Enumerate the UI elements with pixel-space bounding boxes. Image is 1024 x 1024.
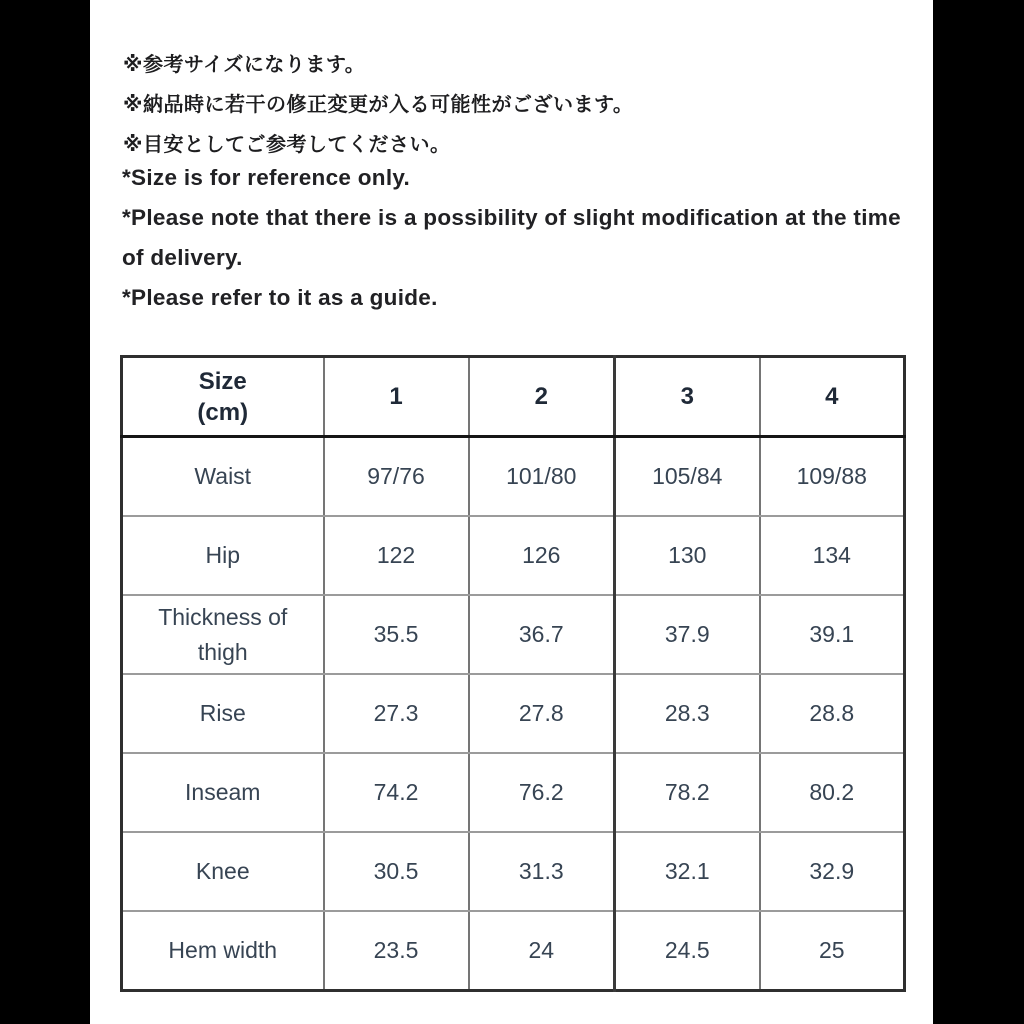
table-row-rise bbox=[122, 674, 905, 753]
table-row-hem-width bbox=[122, 911, 905, 991]
value-cell: 24.5 bbox=[615, 911, 760, 991]
header-size-label: Size bbox=[198, 367, 247, 395]
value-cell: 39.1 bbox=[760, 595, 905, 674]
value-cell: 28.3 bbox=[615, 674, 760, 753]
header-size-2: 2 bbox=[469, 357, 615, 437]
value-cell: 35.5 bbox=[324, 595, 469, 674]
row-label-thigh: Thickness of thigh bbox=[122, 595, 324, 674]
table-row-inseam bbox=[122, 753, 905, 832]
row-label-waist: Waist bbox=[122, 437, 324, 517]
value-cell: 97/76 bbox=[324, 437, 469, 517]
value-cell: 122 bbox=[324, 516, 469, 595]
row-label-rise: Rise bbox=[122, 674, 324, 753]
value-cell: 23.5 bbox=[324, 911, 469, 991]
value-cell: 78.2 bbox=[615, 753, 760, 832]
table-row-thigh bbox=[122, 595, 905, 674]
header-size-4: 4 bbox=[760, 357, 905, 437]
value-cell: 27.8 bbox=[469, 674, 615, 753]
right-black-bar bbox=[933, 0, 1024, 1024]
value-cell: 76.2 bbox=[469, 753, 615, 832]
table-row-waist bbox=[122, 437, 905, 517]
value-cell: 30.5 bbox=[324, 832, 469, 911]
value-cell: 109/88 bbox=[760, 437, 905, 517]
value-cell: 74.2 bbox=[324, 753, 469, 832]
size-chart-table bbox=[120, 355, 906, 992]
japanese-notes bbox=[123, 45, 633, 165]
value-cell: 32.9 bbox=[760, 832, 905, 911]
value-cell: 130 bbox=[615, 516, 760, 595]
jp-note-reference-size: ※参考サイズになります。 bbox=[123, 54, 366, 76]
row-label-inseam: Inseam bbox=[122, 753, 324, 832]
value-cell: 31.3 bbox=[469, 832, 615, 911]
row-label-hem-width: Hem width bbox=[122, 911, 324, 991]
header-cm-label: (cm) bbox=[197, 398, 249, 426]
en-note-guide: *Please refer to it as a guide. bbox=[122, 285, 438, 310]
value-cell: 28.8 bbox=[760, 674, 905, 753]
en-note-reference-size: *Size is for reference only. bbox=[122, 165, 411, 190]
value-cell: 101/80 bbox=[469, 437, 615, 517]
jp-note-guide: ※目安としてご参考してください。 bbox=[123, 134, 451, 156]
table-row-hip bbox=[122, 516, 905, 595]
table-row-knee bbox=[122, 832, 905, 911]
left-black-bar bbox=[0, 0, 90, 1024]
en-note-modification: *Please note that there is a possibility of slight modification at the time of delivery. bbox=[122, 205, 901, 270]
jp-note-modification: ※納品時に若干の修正変更が入る可能性がございます。 bbox=[123, 94, 634, 116]
value-cell: 25 bbox=[760, 911, 905, 991]
english-notes bbox=[122, 158, 912, 318]
value-cell: 37.9 bbox=[615, 595, 760, 674]
header-size-cm-cell bbox=[122, 357, 324, 437]
document-content bbox=[90, 0, 933, 1024]
value-cell: 32.1 bbox=[615, 832, 760, 911]
value-cell: 80.2 bbox=[760, 753, 905, 832]
row-label-hip: Hip bbox=[122, 516, 324, 595]
value-cell: 36.7 bbox=[469, 595, 615, 674]
header-size-1: 1 bbox=[324, 357, 469, 437]
header-size-3: 3 bbox=[615, 357, 760, 437]
value-cell: 126 bbox=[469, 516, 615, 595]
value-cell: 27.3 bbox=[324, 674, 469, 753]
row-label-knee: Knee bbox=[122, 832, 324, 911]
value-cell: 105/84 bbox=[615, 437, 760, 517]
table-header-row bbox=[122, 357, 905, 437]
value-cell: 24 bbox=[469, 911, 615, 991]
value-cell: 134 bbox=[760, 516, 905, 595]
